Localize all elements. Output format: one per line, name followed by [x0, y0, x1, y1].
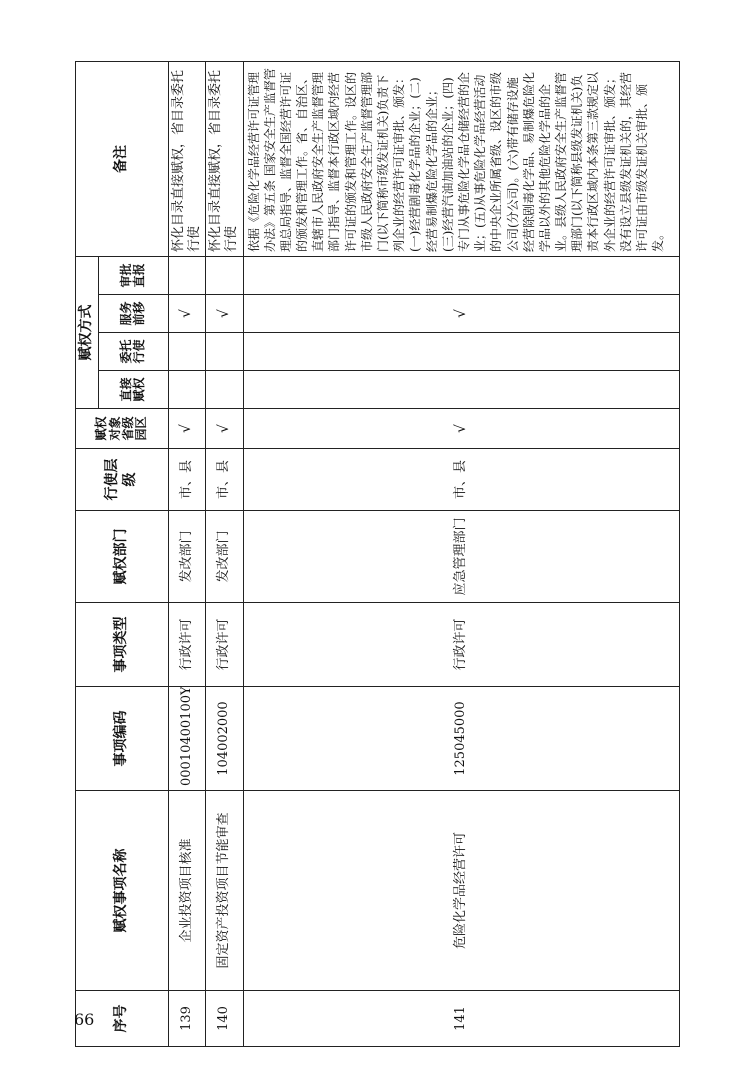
cell-type: 行政许可: [243, 603, 680, 687]
cell-level: 市、县: [206, 449, 244, 511]
rotated-table-page: [75, 62, 680, 1047]
table-row: [243, 62, 680, 1047]
cell-remark: 怀化目录直接赋权，省目录委托行使: [206, 62, 244, 257]
cell-seq: 139: [168, 991, 206, 1047]
table-row: [168, 62, 206, 1047]
cell-name: 固定资产投资项目节能审查: [206, 791, 244, 991]
header-remark: 备注: [76, 62, 169, 257]
header-row-1: [76, 62, 99, 1047]
cell-code: 125045000: [243, 687, 680, 791]
header-type: 事项类型: [76, 603, 169, 687]
cell-approval: [168, 257, 206, 295]
cell-target: √: [168, 409, 206, 449]
cell-code: 104002000: [206, 687, 244, 791]
cell-type: 行政许可: [168, 603, 206, 687]
cell-entrust: [206, 333, 244, 371]
header-seq: 序号: [76, 991, 169, 1047]
header-mode-direct: 直接赋权: [98, 371, 168, 409]
cell-seq: 140: [206, 991, 244, 1047]
cell-name: 危险化学品经营许可: [243, 791, 680, 991]
header-mode-entrust: 委托行使: [98, 333, 168, 371]
table-row: [206, 62, 244, 1047]
header-level: 行使层级: [76, 449, 169, 511]
cell-entrust: [168, 333, 206, 371]
cell-approval: [243, 257, 680, 295]
cell-entrust: [243, 333, 680, 371]
cell-dept: 应急管理部门: [243, 511, 680, 603]
header-mode-approval: 审批直报: [98, 257, 168, 295]
cell-service: √: [168, 295, 206, 333]
page-number: 66: [74, 1010, 95, 1029]
cell-target: √: [206, 409, 244, 449]
header-dept: 赋权部门: [76, 511, 169, 603]
cell-level: 市、县: [243, 449, 680, 511]
cell-name: 企业投资项目核准: [168, 791, 206, 991]
cell-dept: 发改部门: [168, 511, 206, 603]
cell-code: 00010400100Y: [168, 687, 206, 791]
cell-direct: [206, 371, 244, 409]
cell-remark: 依据《危险化学品经营许可证管理办法》第五条 国家安全生产监督管理总局指导、监督全国经营许可证的颁发和管理工作。省、自治区、直辖市人民政府安全生产监督管理部门指导、监督本行政区域内经营许可证的颁发和管理工作。设区的市级人民政府安全生产监督管理部门(以下简称市级发证机关)负责下列企业的经营许可证审批、颁发：(一)经营剧毒化学品的企业；(二)经营易制爆危险化学品的企业；(三)经营汽油加油站的企业；(四)专门从事危险化学品仓储经营的企业；(五)从事危险化学品经营活动的中央企业所属省级、设区的市级公司(分公司)。(六)带有储存设施经营除剧毒化学品、易制爆危险化学品以外的其他危险化学品的企业。县级人民政府安全生产监督管理部门(以下简称县级发证机关)负责本行政区域内本条第三款规定以外企业的经营许可证审批、颁发；没有设立县级发证机关的，其经营许可证由市级发证机关审批、颁发。: [243, 62, 680, 257]
cell-service: √: [243, 295, 680, 333]
header-target: 赋权对象省级园区: [76, 409, 169, 449]
cell-target: √: [243, 409, 680, 449]
cell-direct: [168, 371, 206, 409]
cell-seq: 141: [243, 991, 680, 1047]
cell-level: 市、县: [168, 449, 206, 511]
cell-direct: [243, 371, 680, 409]
cell-approval: [206, 257, 244, 295]
header-code: 事项编码: [76, 687, 169, 791]
cell-remark: 怀化目录直接赋权，省目录委托行使: [168, 62, 206, 257]
cell-dept: 发改部门: [206, 511, 244, 603]
empowerment-table: [75, 61, 680, 1047]
header-name: 赋权事项名称: [76, 791, 169, 991]
cell-type: 行政许可: [206, 603, 244, 687]
cell-service: √: [206, 295, 244, 333]
header-mode-service: 服务前移: [98, 295, 168, 333]
header-mode: 赋权方式: [76, 257, 99, 409]
